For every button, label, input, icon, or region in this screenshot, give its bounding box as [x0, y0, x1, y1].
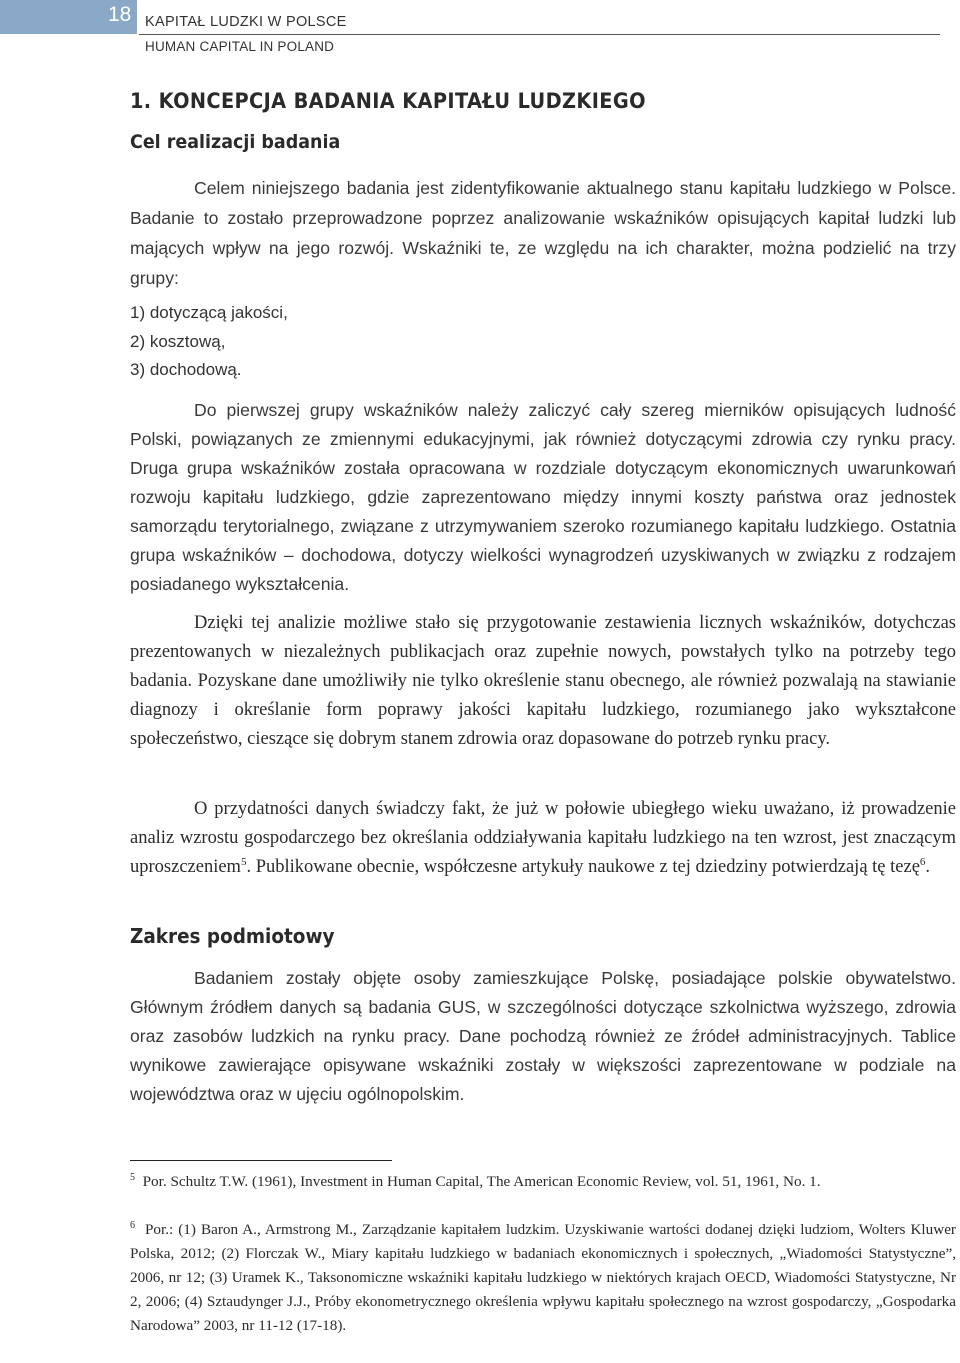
page-number: 18: [108, 3, 132, 26]
paragraph-analysis: Dzięki tej analizie możliwe stało się przygotowanie zestawienia licznych wskaźników, dotychczas prezentowanych w niezależnych publikacjach oraz zupełnie nowych, powstałych tylko na potrzeby tego badania. Pozyskane dane umożliwiły nie tylko określenie stanu obecnego, ale również pozwalają na stawianie diagnozy i określanie form poprawy jakości kapitału ludzkiego, rozumianego jako wykształcone społeczeństwo, cieszące się dobrym stanem zdrowia oraz dopasowane do potrzeb rynku pracy.: [130, 613, 956, 749]
footnote-5: $^5$ Por. Schultz T.W. (1961), Investment in Human Capital, The American Economic Review, vol. 51, 1961, No. 1.: [130, 1171, 821, 1190]
list-item: 2) kosztową,: [130, 331, 226, 351]
paragraph-scope: Badaniem zostały objęte osoby zamieszkujące Polskę, posiadające polskie obywatelstwo. Głównym źródłem danych są badania GUS, w szczególności dotyczące szkolnictwa wyższego, zdrowia oraz zasobów ludzkich na rynku pracy. Dane pochodzą również ze źródeł administracyjnych. Tablice wynikowe zawierające opisywane wskaźniki zostały w większości zaprezentowane w podziale na województwa oraz w ujęciu ogólnopolskim.: [130, 968, 956, 1104]
list-item: 3) dochodową.: [130, 360, 242, 379]
section-heading-zakres: Zakres podmiotowy: [130, 924, 335, 948]
paragraph-groups: Do pierwszej grupy wskaźników należy zaliczyć cały szereg mierników opisujących ludność Polski, powiązanych ze zmiennymi edukacyjnymi, jak również dotyczącymi zdrowia czy rynku pracy. Druga grupa wskaźników została opracowana w rozdziale dotyczącym ekonomicznych uwarunkowań rozwoju kapitału ludzkiego, gdzie zaprezentowano między innymi koszty państwa oraz jednostek samorządu terytorialnego, związane z utrzymywaniem szeroko rozumianego kapitału ludzkiego. Ostatnia grupa wskaźników – dochodowa, dotyczy wielkości wynagrodzeń uzyskiwanych w związku z rodzajem posiadanego wykształcenia.: [130, 400, 956, 594]
paragraph-usefulness: O przydatności danych świadczy fakt, że już w połowie ubiegłego wieku uważano, iż prowadzenie analiz wzrostu gospodarczego bez określania oddziaływania kapitału ludzkiego na ten wzrost, jest znaczącym uproszczeniem$^5$. Publikowane obecnie, współczesne artykuły naukowe z tej dziedziny potwierdzają tę tezę$^6$.: [130, 799, 956, 877]
chapter-heading: 1. KONCEPCJA BADANIA KAPITAŁU LUDZKIEGO: [130, 89, 646, 113]
group-list: [130, 299, 288, 385]
running-header-subtitle: HUMAN CAPITAL IN POLAND: [145, 39, 335, 54]
section-heading-cel: Cel realizacji badania: [130, 131, 341, 153]
list-item: 1) dotyczącą jakości,: [130, 303, 288, 322]
footnote-ref-5[interactable]: 5: [240, 855, 247, 868]
running-header-title: KAPITAŁ LUDZKI W POLSCE: [145, 14, 347, 30]
footnote-separator: [130, 1160, 392, 1161]
intro-paragraph: Celem niniejszego badania jest zidentyfikowanie aktualnego stanu kapitału ludzkiego w Polsce. Badanie to zostało przeprowadzone poprzez analizowanie wskaźników opisujących kapitał ludzki lub mających wpływ na jego rozwój. Wskaźniki te, ze względu na ich charakter, można podzielić na trzy grupy:: [130, 178, 956, 288]
header-rule: [139, 34, 940, 35]
footnote-ref-6[interactable]: 6: [919, 855, 926, 868]
footnote-6: $^6$ Por.: (1) Baron A., Armstrong M., Zarządzanie kapitałem ludzkim. Uzyskiwanie wartości dodanej dzięki ludziom, Wolters Kluwer Polska, 2012; (2) Florczak W., Miary kapitału ludzkiego w badaniach ekonomicznych i społecznych, „Wiadomości Statystyczne”, 2006, nr 12; (3) Uramek K., Taksonomiczne wskaźniki kapitału ludzkiego w niektórych krajach OECD, Wiadomości Statystyczne, Nr 2, 2006; (4) Sztaudynger J.J., Próby ekonometrycznego określenia wpływu kapitału społecznego na wzrost gospodarczy, „Gospodarka Narodowa” 2003, nr 11-12 (17-18).: [130, 1219, 956, 1334]
